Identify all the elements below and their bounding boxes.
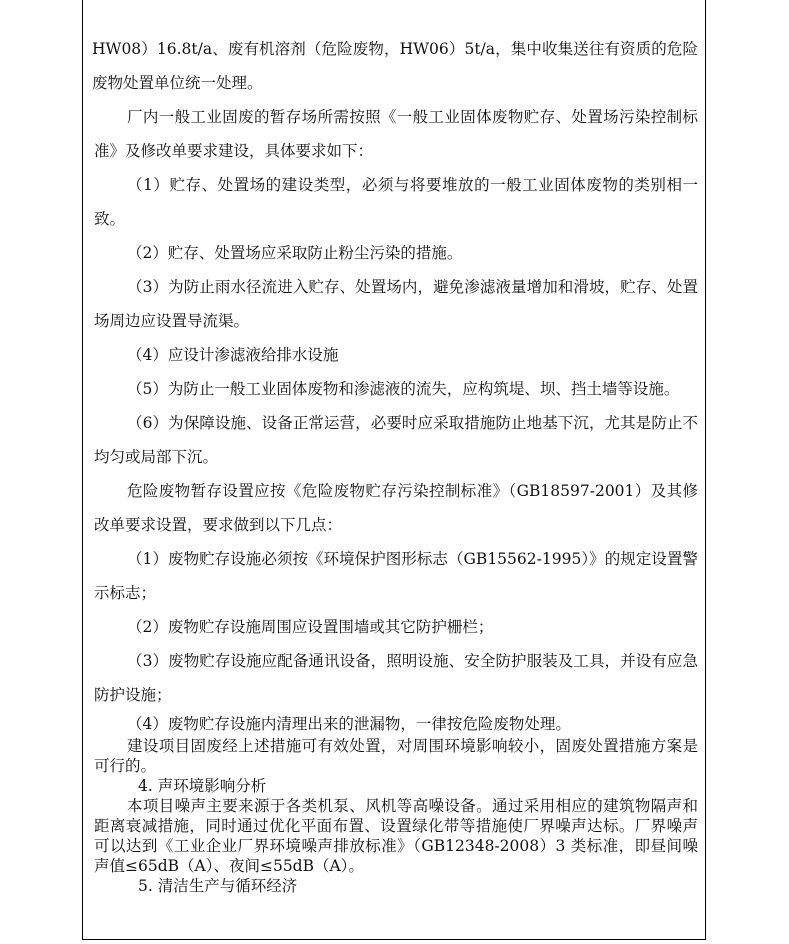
paragraph-hazardous-intro: 危险废物暂存设置应按《危险废物贮存污染控制标准》（GB18597-2001）及其修改单要求设置，要求做到以下几点： xyxy=(94,482,698,534)
paragraph-hazard-item-4: （4）废物贮存设施内清理出来的泄漏物，一律按危险废物处理。 xyxy=(127,715,571,733)
paragraph-item-1: （1）贮存、处置场的建设类型，必须与将要堆放的一般工业固体废物的类别相一致。 xyxy=(94,176,698,228)
paragraph-hazard-item-1: （1）废物贮存设施必须按《环境保护图形标志（GB15562-1995）》的规定设置警示标志； xyxy=(94,550,698,602)
paragraph-item-3: （3）为防止雨水径流进入贮存、处置场内，避免渗滤液量增加和滑坡，贮存、处置场周边应设置导流渠。 xyxy=(94,278,698,330)
document-body xyxy=(94,32,698,896)
paragraph-hazardous-waste-tail: HW08）16.8t/a、废有机溶剂（危险废物，HW06）5t/a，集中收集送往有资质的危险废物处置单位统一处理。 xyxy=(92,40,698,92)
paragraph-noise-analysis: 本项目噪声主要来源于各类机泵、风机等高噪设备。通过采用相应的建筑物隔声和距离衰减措施，同时通过优化平面布置、设置绿化带等措施使厂界噪声达标。厂界噪声可以达到《工业企业厂界环境噪声排放标准》（GB12348-2008）3 类标准，即昼间噪声值≤65dB（A）、夜间≤55dB（A）。 xyxy=(94,797,698,875)
paragraph-solid-waste-conclusion: 建设项目固废经上述措施可有效处置，对周围环境影响较小，固废处置措施方案是可行的。 xyxy=(94,737,698,775)
paragraph-general-waste-intro: 厂内一般工业固废的暂存场所需按照《一般工业固体废物贮存、处置场污染控制标准》及修改单要求建设，具体要求如下： xyxy=(94,108,698,160)
paragraph-item-6: （6）为保障设施、设备正常运营，必要时应采取措施防止地基下沉，尤其是防止不均匀或局部下沉。 xyxy=(94,414,698,466)
paragraph-hazard-item-2: （2）废物贮存设施周围应设置围墙或其它防护栅栏； xyxy=(127,618,494,636)
section-heading-clean-production: 5. 清洁生产与循环经济 xyxy=(138,877,298,895)
paragraph-hazard-item-3: （3）废物贮存设施应配备通讯设备，照明设施、安全防护服装及工具，并设有应急防护设施； xyxy=(94,652,698,704)
section-heading-noise: 4. 声环境影响分析 xyxy=(138,777,267,795)
paragraph-item-5: （5）为防止一般工业固体废物和渗滤液的流失，应构筑堤、坝、挡土墙等设施。 xyxy=(127,380,680,398)
paragraph-item-2: （2）贮存、处置场应采取防止粉尘污染的措施。 xyxy=(127,244,463,262)
paragraph-item-4: （4）应设计渗滤液给排水设施 xyxy=(127,346,339,364)
